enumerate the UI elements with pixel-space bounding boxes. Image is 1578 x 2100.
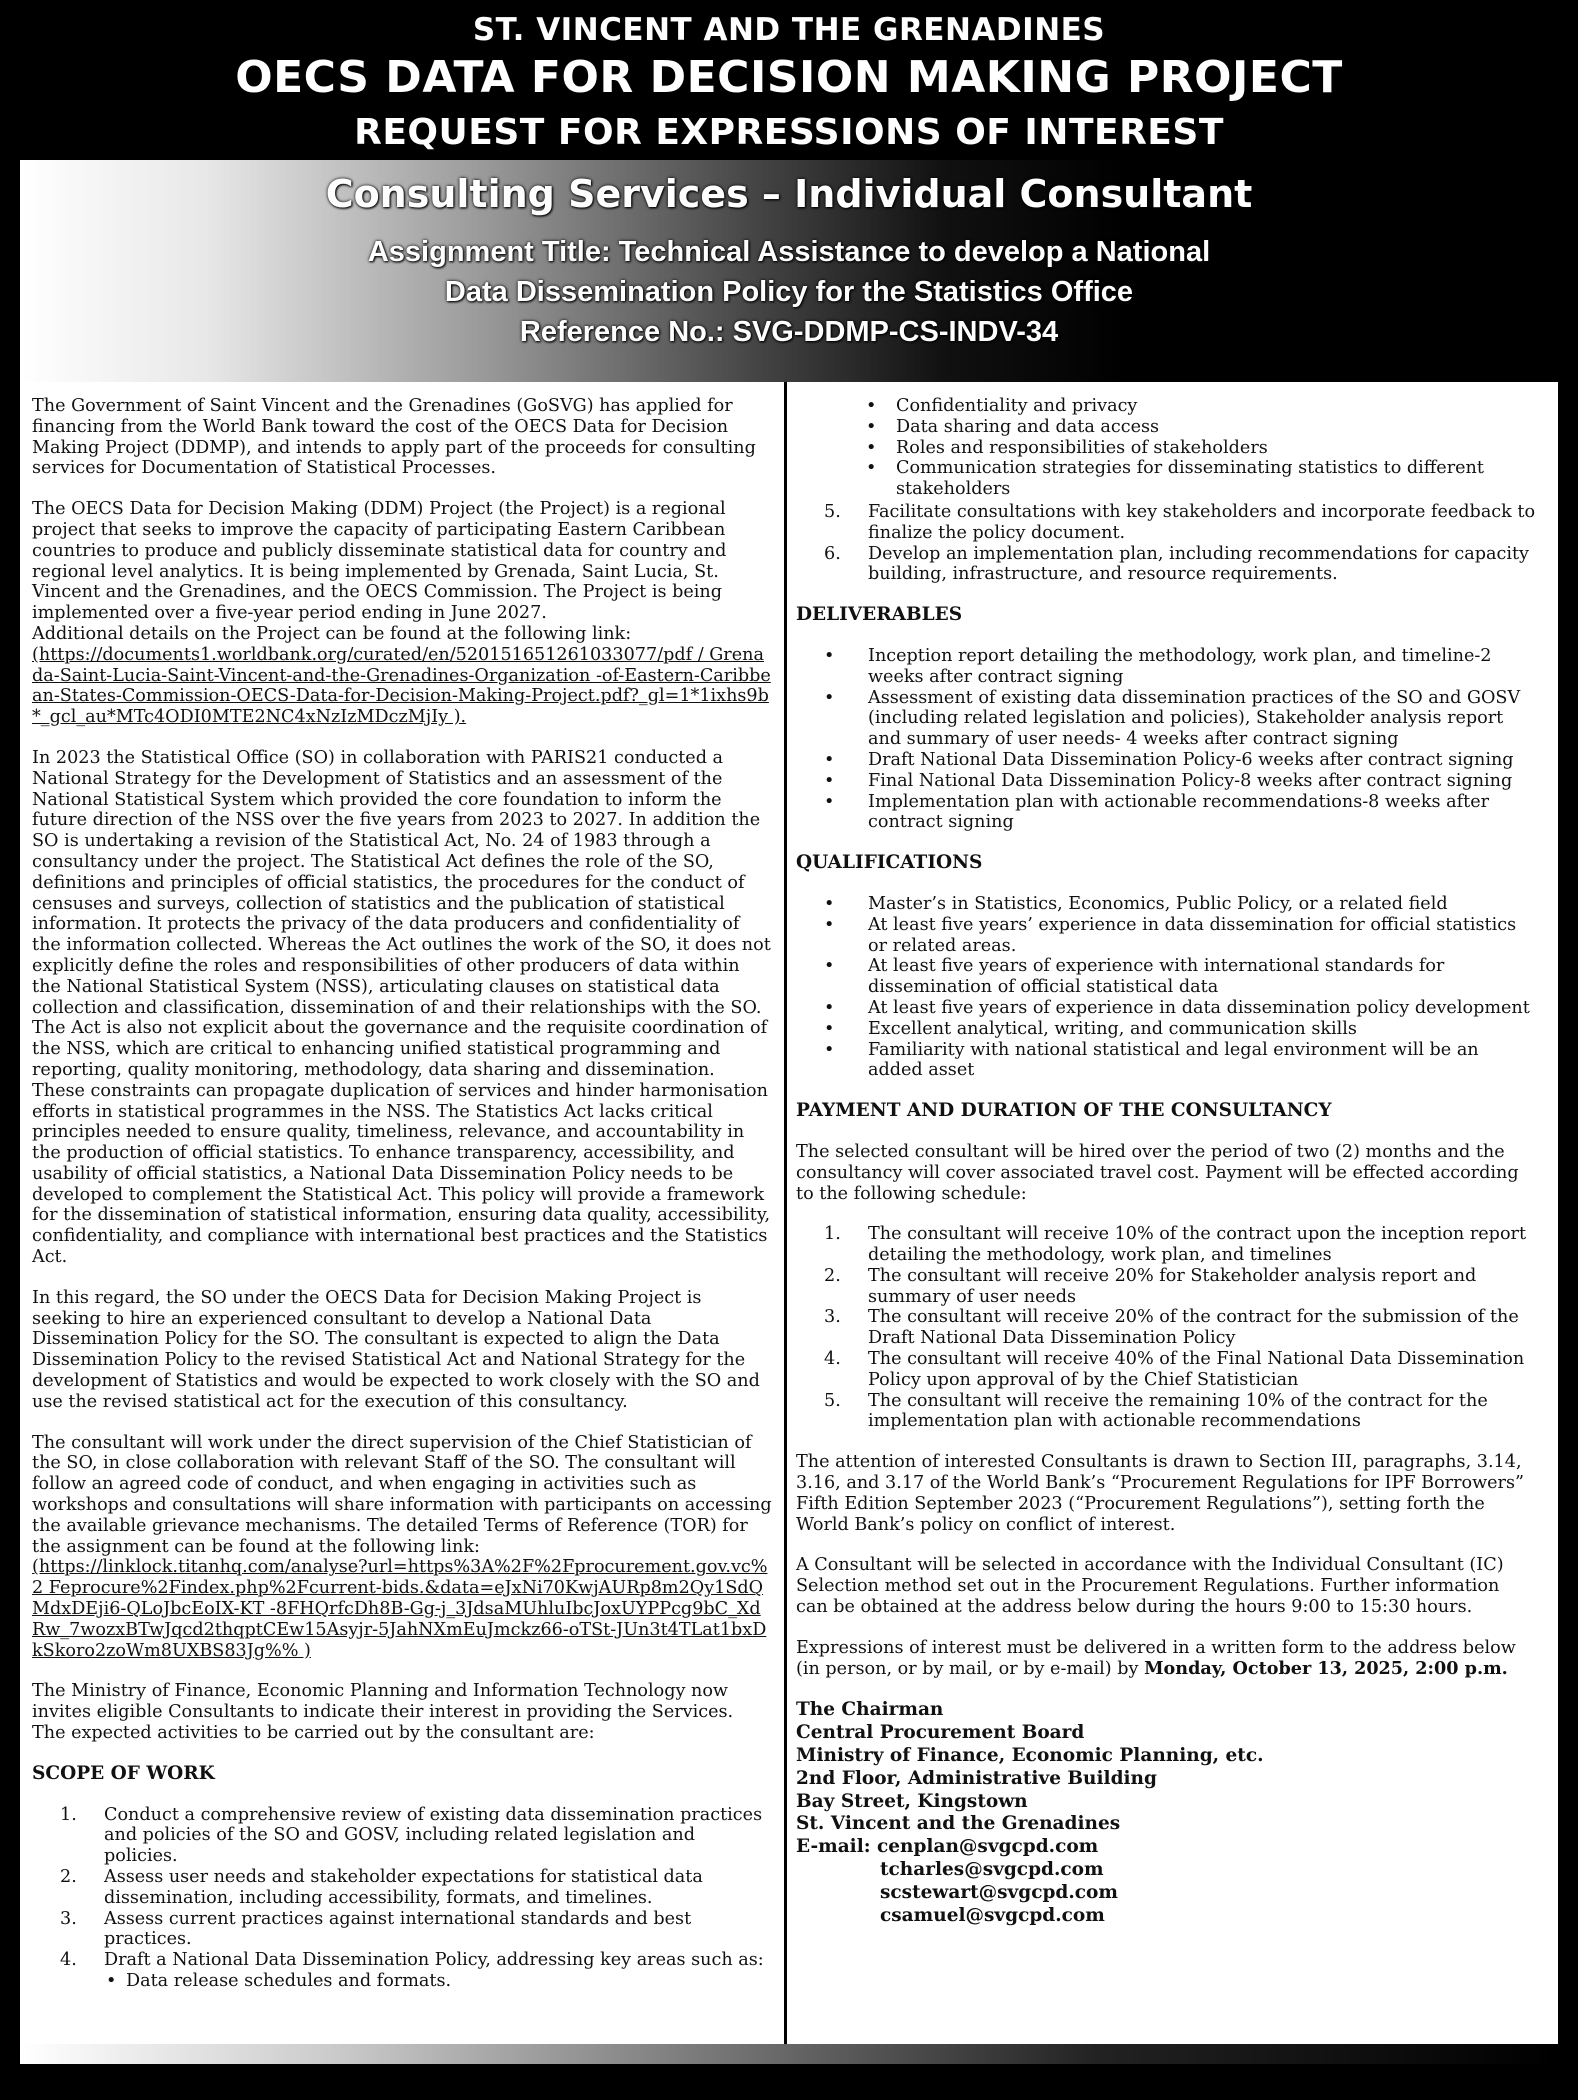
list-item [796,915,1536,957]
bullet-icon: • [824,645,835,666]
scope-sub-list [104,1971,772,1992]
list-text: Develop an implementation plan, including recommendations for capacity building, infrastructure, and resource requirements. [868,543,1529,585]
list-item [796,502,1536,544]
bullet-icon: • [824,687,835,708]
deadline-date: Monday, October 13, 2025, 2:00 p.m. [1144,1657,1508,1679]
bullet-icon: • [866,396,877,416]
email-link[interactable]: cenplan@svgcpd.com [877,1836,1099,1858]
list-item [796,894,1536,915]
email-line [796,1905,1536,1928]
payment-list [796,1224,1536,1432]
list-item [796,1019,1536,1040]
scope-heading: SCOPE OF WORK [32,1762,215,1784]
list-text: Assess current practices against international standards and best practices. [104,1908,692,1950]
qualifications-heading: QUALIFICATIONS [796,852,983,874]
list-text: The consultant will receive 40% of the Final National Data Dissemination Policy upon approval of by the Chief Statistician [868,1349,1525,1390]
right-column [796,396,1536,1927]
bullet-icon: • [824,749,835,770]
project-title: OECS DATA FOR DECISION MAKING PROJECT [235,52,1343,103]
email-line [796,1882,1536,1905]
list-item [796,544,1536,586]
bullet-icon: • [824,893,835,914]
column-divider [784,382,787,2044]
list-text: Conduct a comprehensive review of existing data dissemination practices and policies of the SO and GOSV, including related legislation and policies. [104,1804,763,1867]
list-number: 6. [824,543,841,564]
paragraph-deadline [796,1638,1536,1680]
paragraph-supervision [32,1433,772,1662]
paragraph-intro: The Government of Saint Vincent and the Grenadines (GoSVG) has applied for financing from the World Bank toward the cost of the OECS Data for Decision Making Project (DDMP), and intends to apply part of the proceeds for consulting services for Documentation of Statistical Processes. [32,396,756,479]
email-line [796,1859,1536,1882]
bullet-icon: • [866,416,877,437]
list-item [796,1391,1536,1433]
list-item [796,750,1536,771]
bullet-icon: • [866,458,877,479]
left-column [32,396,772,2012]
list-item [796,458,1536,500]
list-text: Confidentiality and privacy [896,396,1138,416]
list-item [796,1224,1536,1266]
address-line: St. Vincent and the Grenadines [796,1813,1121,1835]
list-item [796,956,1536,998]
list-text: Data sharing and data access [896,416,1160,437]
bullet-icon: • [106,1970,117,1991]
list-item [32,1909,772,1951]
email-line [796,1836,1536,1859]
project-description: The OECS Data for Decision Making (DDM) Project (the Project) is a regional project that seeks to improve the capacity of participating Eastern Caribbean countries to produce and publicly disseminate statistical data for country and regional level analytics. It is being implemented by Grenada, Saint Lucia, St. Vincent and the Grenadines, and the OECS Commission. The Project is being implemented over a five-year period ending in June 2027. [32,499,727,624]
payment-intro: The selected consultant will be hired over the period of two (2) months and the consultancy will cover associated travel cost. Payment will be effected according to the following schedule: [796,1141,1519,1204]
list-item [796,1349,1536,1391]
list-number: 1. [60,1804,77,1825]
list-text: Excellent analytical, writing, and communication skills [868,1018,1357,1039]
email-link[interactable]: tcharles@svgcpd.com [880,1859,1104,1881]
payment-heading: PAYMENT AND DURATION OF THE CONSULTANCY [796,1100,1332,1122]
list-text: Implementation plan with actionable recommendations-8 weeks after contract signing [868,791,1490,833]
list-item [796,998,1536,1019]
bullet-icon: • [866,437,877,458]
list-text: Final National Data Dissemination Policy-8 weeks after contract signing [868,770,1513,791]
list-text: Roles and responsibilities of stakeholders [896,437,1268,458]
paragraph-background: In 2023 the Statistical Office (SO) in collaboration with PARIS21 conducted a National Strategy for the Development of Statistics and an assessment of the National Statistical System which provided the core foundation to inform the future direction of the NSS over the five years from 2023 to 2027. In addition the SO is undertaking a revision of the Statistical Act, No. 24 of 1983 through a consultancy under the project. The Statistical Act defines the role of the SO, definitions and principles of official statistics, the procedures for the conduct of censuses and surveys, collection of statistics and the publication of statistical information. It protects the privacy of the data producers and confidentiality of the information collected. Whereas the Act outlines the work of the SO, it does not explicitly define the roles and responsibilities of other producers of data within the National Statistical System (NSS), articulating clauses on statistical data collection and classification, dissemination of and their relationships with the SO. The Act is also not explicit about the governance and the requisite coordination of the NSS, which are critical to enhancing unified statistical programming and reporting, quality monitoring, methodology, data sharing and dissemination. These constraints can propagate duplication of services and hinder harmonisation efforts in statistical programmes in the NSS. The Statistics Act lacks critical principles needed to ensure quality, timeliness, relevance, and accountability in the production of official statistics. To enhance transparency, accessibility, and usability of official statistics, a National Data Dissemination Policy needs to be developed to complement the Statistical Act. This policy will provide a framework for the dissemination of statistical information, ensuring data quality, accessibility, confidentiality, and compliance with international best practices and the Statistics Act. [32,747,771,1268]
list-text: Assess user needs and stakeholder expectations for statistical data dissemination, including accessibility, formats, and timelines. [104,1867,703,1908]
list-item [32,1805,772,1867]
country-title: ST. VINCENT AND THE GRENADINES [472,12,1106,48]
list-number: 5. [824,1390,841,1411]
list-number: 3. [60,1908,77,1929]
deliverables-list [796,646,1536,833]
footer-band [20,2044,1558,2064]
bullet-icon: • [824,914,835,935]
address-line: The Chairman [796,1699,944,1721]
assignment-banner [20,160,1558,382]
list-number: 4. [824,1349,841,1370]
list-text: Draft National Data Dissemination Policy-6 weeks after contract signing [868,749,1514,770]
bullet-icon: • [824,770,835,791]
email-link[interactable]: scstewart@svgcpd.com [880,1881,1118,1903]
project-link[interactable]: (https://documents1.worldbank.org/curated/en/520151651261033077/pdf / Grenada-Saint-Lucia-Saint-Vincent-and-the-Grenadines-Organization -of-Eastern-Caribbean-States-Commission-OECS-Data-for-Decision-Making-Project.pdf?_gl=1*1ixhs9b*_gcl_au*MTc4ODI0MTE2NC4xNzIzMDczMjIy ). [32,644,771,728]
email-link[interactable]: csamuel@svgcpd.com [880,1904,1105,1926]
list-text: Communication strategies for disseminating statistics to different stakeholders [896,458,1484,500]
paragraph-selection: A Consultant will be selected in accordance with the Individual Consultant (IC) Selection method set out in the Procurement Regulations. Further information can be obtained at the address below during the hours 9:00 to 15:30 hours. [796,1555,1504,1618]
bullet-icon: • [824,997,835,1018]
bullet-icon: • [824,1018,835,1039]
bullet-icon: • [824,956,835,977]
list-text: The consultant will receive 10% of the contract upon the inception report detailing the methodology, work plan, and timelines [868,1224,1527,1266]
list-item [796,1040,1536,1082]
list-text: Assessment of existing data dissemination practices of the SO and GOSV (including related legislation and policies), Stakeholder analysis report and summary of user needs- 4 weeks after contract signing [868,687,1521,750]
list-text: Familiarity with national statistical and legal environment will be an added asset [868,1039,1479,1081]
body-area [20,382,1558,2044]
address-line: 2nd Floor, Administrative Building [796,1767,1157,1789]
paragraph-regard: In this regard, the SO under the OECS Data for Decision Making Project is seeking to hire an experienced consultant to develop a National Data Dissemination Policy for the SO. The consultant is expected to align the Data Dissemination Policy to the revised Statistical Act and National Strategy for the development of Statistics and would be expected to work closely with the SO and use the revised statistical act for the execution of this consultancy. [32,1287,760,1412]
assignment-line-1: Assignment Title: Technical Assistance to develop a National [367,236,1211,268]
list-item [796,396,1536,417]
list-item [796,688,1536,750]
list-text: Data release schedules and formats. [126,1970,452,1991]
list-item [796,417,1536,438]
email-label: E-mail: [796,1836,878,1858]
address-line: Central Procurement Board [796,1722,1085,1744]
list-text: Master’s in Statistics, Economics, Public Policy, or a related field [868,893,1448,914]
list-text: At least five years of experience in data dissemination policy development [868,997,1530,1018]
deadline-text: Expressions of interest must be delivered in a written form to the address below (in person, or by mail, or by e-mail) by [796,1637,1516,1679]
list-text: The consultant will receive 20% of the contract for the submission of the Draft National Data Dissemination Policy [868,1307,1519,1349]
list-text: Inception report detailing the methodology, work plan, and timeline-2 weeks after contract signing [868,645,1492,687]
list-item [104,1971,772,1992]
bullet-icon: • [824,1039,835,1060]
list-number: 4. [60,1950,77,1971]
list-item [32,1867,772,1909]
list-text: The consultant will receive the remaining 10% of the contract for the implementation plan with actionable recommendations [868,1390,1488,1432]
paragraph-conflict-of-interest: The attention of interested Consultants is drawn to Section III, paragraphs, 3.14, 3.16, and 3.17 of the World Bank’s “Procurement Regulations for IPF Borrowers” Fifth Edition September 2023 (“Procurement Regulations”), setting forth the World Bank’s policy on conflict of interest. [796,1452,1524,1535]
contact-address [796,1699,1536,1927]
paragraph-invitation: The Ministry of Finance, Economic Planning and Information Technology now invites eligible Consultants to indicate their interest in providing the Services. The expected activities to be carried out by the consultant are: [32,1681,734,1744]
list-item [796,646,1536,688]
list-text: At least five years of experience with international standards for dissemination of official statistical data [868,956,1445,998]
list-item [796,771,1536,792]
list-text: Facilitate consultations with key stakeholders and incorporate feedback to finalize the policy document. [868,501,1536,543]
list-text: At least five years’ experience in data dissemination for official statistics or related areas. [868,914,1517,956]
list-item [796,1266,1536,1308]
list-number: 5. [824,501,841,522]
project-link-intro: Additional details on the Project can be found at the following link: [32,623,632,644]
list-item [796,438,1536,459]
list-number: 2. [824,1265,841,1286]
paragraph-project [32,499,772,728]
list-item [796,1307,1536,1349]
address-line: Ministry of Finance, Economic Planning, etc. [796,1745,1264,1767]
address-line: Bay Street, Kingstown [796,1790,1028,1812]
service-title: Consulting Services – Individual Consultant [325,172,1253,216]
list-number: 3. [824,1307,841,1328]
list-number: 2. [60,1867,77,1887]
supervision-text: The consultant will work under the direct supervision of the Chief Statistician of the SO, in close collaboration with relevant Staff of the SO. The consultant will follow an agreed code of conduct, and when engaging in activities such as workshops and consultations will share information with participants on accessing the available grievance mechanisms. The detailed Terms of Reference (TOR) for the assignment can be found at the following link: [32,1432,772,1557]
list-text: The consultant will receive 20% for Stakeholder analysis report and summary of user needs [868,1265,1477,1307]
list-number: 1. [824,1224,841,1245]
assignment-title [20,232,1558,352]
deliverables-heading: DELIVERABLES [796,604,963,626]
list-item [796,792,1536,834]
tor-link[interactable]: (https://linklock.titanhq.com/analyse?url=https%3A%2F%2Fprocurement.gov.vc%2 Feprocure%2Findex.php%2Fcurrent-bids.&data=eJxNi70KwjAURp8m2Qy1SdQMdxDEji6-QLoJbcEoIX-KT -8FHQrfcDh8B-Gg-j_3JdsaMUhluIbcJoxUYPPcg9bC_XdRw_7wozxBTwJqcd2thqptCEw15Asyjr-5JahNXmEuJmckz66-oTSt-JUn3t4TLat1bxDkSkoro2zoWm8UXBS83Jg%% ) [32,1557,768,1661]
scope-sub-list-continued [796,396,1536,500]
scope-list [32,1805,772,1992]
qualifications-list [796,894,1536,1081]
list-item [32,1950,772,1992]
bullet-icon: • [824,791,835,812]
list-text: Draft a National Data Dissemination Policy, addressing key areas such as: [104,1950,764,1971]
assignment-line-2: Data Dissemination Policy for the Statistics Office [444,276,1134,308]
scope-list-continued [796,502,1536,585]
request-title: REQUEST FOR EXPRESSIONS OF INTEREST [354,112,1224,153]
reference-number: Reference No.: SVG-DDMP-CS-INDV-34 [519,316,1059,348]
